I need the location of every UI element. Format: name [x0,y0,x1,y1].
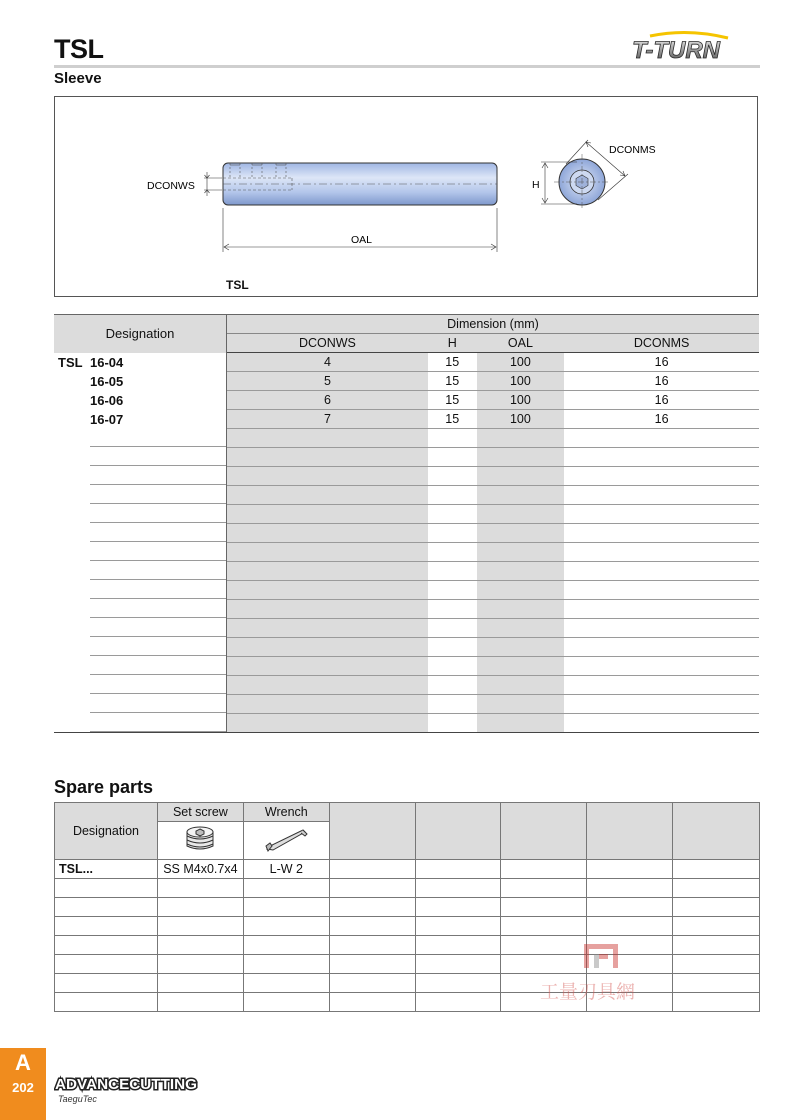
empty-row [54,562,759,581]
empty-row [54,600,759,619]
empty-row [55,917,760,936]
table-cell: 15 [428,410,477,429]
spare-column-header: Wrench [243,803,329,822]
dconws-dimension [147,172,222,196]
table-row [54,391,759,410]
empty-row [55,879,760,898]
brand-sub: TaeguTec [58,1094,97,1104]
column-header: H [428,334,477,353]
empty-row [54,486,759,505]
dconws-label: DCONWS [147,180,195,192]
h-label: H [532,179,540,191]
table-cell: 16 [564,391,759,410]
empty-row [54,543,759,562]
column-header: OAL [477,334,565,353]
dconms-label: DCONMS [609,144,656,156]
column-header: DCONWS [227,334,428,353]
hex-wrench-icon [263,824,309,854]
dimension-table-header [54,315,759,334]
table-row [54,372,759,391]
designation-code: 16-05 [90,373,124,389]
table-cell: 16 [564,353,759,372]
column-header: DCONMS [564,334,759,353]
table-cell: 5 [227,372,428,391]
table-cell: 4 [227,353,428,372]
empty-row [54,619,759,638]
set-screw-icon [183,824,217,854]
table-cell: 100 [477,391,565,410]
table-cell: 6 [227,391,428,410]
table-cell: 100 [477,410,565,429]
designation-code: 16-04 [90,354,124,370]
oal-dimension [223,208,497,252]
table-cell: 100 [477,353,565,372]
empty-row [54,714,759,733]
page-title: TSL [54,34,104,64]
logo-text: T-TURN [632,37,720,64]
designation-prefix: TSL [58,354,83,370]
brand-main: ADVANCECUTTING [55,1076,198,1093]
designation-code: 16-06 [90,392,124,408]
empty-row [55,898,760,917]
table-row [54,410,759,429]
section-letter: A [15,1050,31,1075]
empty-row [54,676,759,695]
page-number: 202 [12,1080,34,1095]
spare-cell: SS M4x0.7x4 [157,860,243,879]
empty-row [54,657,759,676]
table-cell: 15 [428,353,477,372]
spare-column-header: Set screw [157,803,243,822]
designation-header: Designation [54,315,227,353]
spare-cell: L-W 2 [243,860,329,879]
empty-row [54,467,759,486]
empty-row [54,581,759,600]
watermark-text: 工量刃具網 [540,981,636,1003]
table-cell: 7 [227,410,428,429]
sleeve-drawing [54,96,758,297]
table-row [55,860,760,879]
designation-code: 16-07 [90,411,124,427]
table-cell: 16 [564,372,759,391]
empty-row [54,638,759,657]
t-turn-logo [628,30,762,66]
spare-parts-title: Spare parts [54,777,154,797]
empty-row [54,429,759,448]
sleeve-end-view [554,154,610,210]
watermark-logo [536,940,670,1012]
table-cell: 15 [428,391,477,410]
empty-row [54,505,759,524]
empty-row [54,448,759,467]
table-cell: 15 [428,372,477,391]
advancecutting-logo [54,1070,200,1106]
dimension-table [54,314,759,733]
oal-label: OAL [351,234,373,246]
spare-designation: TSL... [55,860,158,879]
table-cell: 100 [477,372,565,391]
dimension-group-header: Dimension (mm) [227,315,760,334]
table-cell: 16 [564,410,759,429]
drawing-caption: TSL [226,278,249,292]
sleeve-side-view [223,163,497,205]
empty-row [54,695,759,714]
table-row [54,353,759,372]
empty-row [54,524,759,543]
empty-rows [54,429,759,733]
spare-header-row [55,803,760,822]
spare-designation-header: Designation [55,803,158,860]
page-subtitle: Sleeve [54,70,102,87]
